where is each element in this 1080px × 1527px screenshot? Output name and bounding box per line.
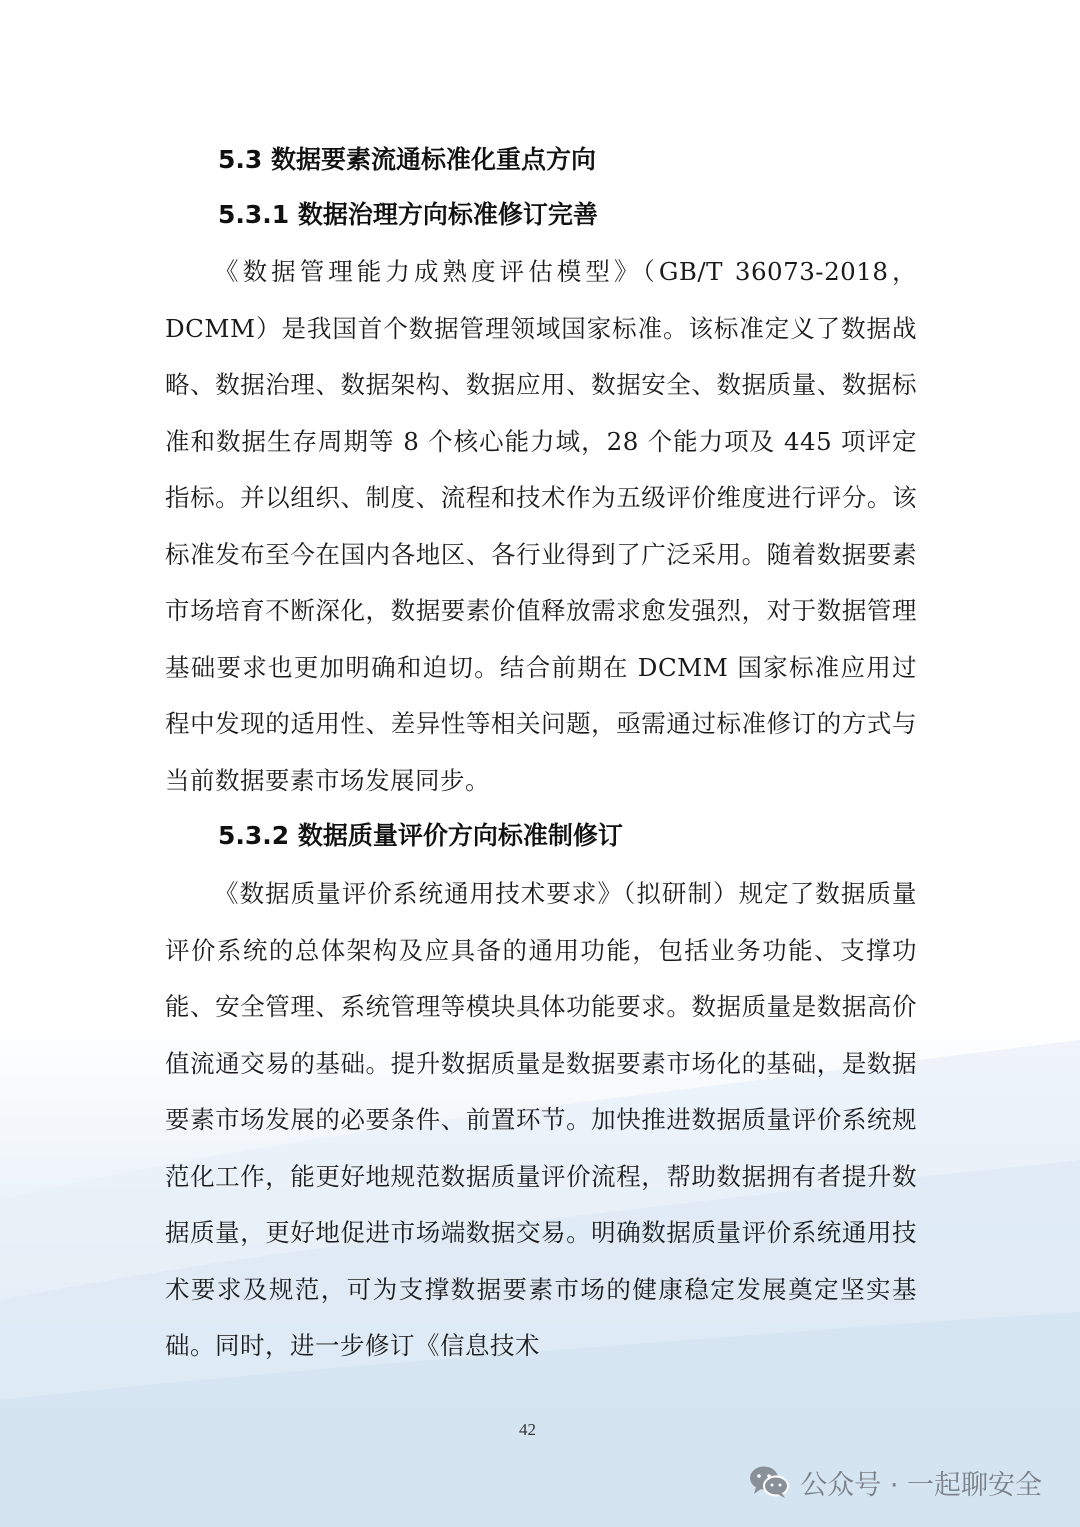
paragraph-data-quality: [165, 866, 917, 1375]
paragraph-text: 《数据管理能力成熟度评估模型》（GB/T 36073-2018，DCMM）是我国首个数据管理领域国家标准。该标准定义了数据战略、数据治理、数据架构、数据应用、数据安全、数据质量、数据标准和数据生存周期等 8 个核心能力域，28 个能力项及 445 项评定指标。并以组织、制度、流程和技术作为五级评价维度进行评分。该标准发布至今在国内各地区、各行业得到了广泛采用。随着数据要素市场培育不断深化，数据要素价值释放需求愈发强烈，对于数据管理基础要求也更加明确和迫切。结合前期在 DCMM 国家标准应用过程中发现的适用性、差异性等相关问题，亟需通过标准修订的方式与当前数据要素市场发展同步。: [165, 257, 917, 795]
paragraph-text: 《数据质量评价系统通用技术要求》（拟研制）规定了数据质量评价系统的总体架构及应具备的通用功能，包括业务功能、支撑功能、安全管理、系统管理等模块具体功能要求。数据质量是数据高价值流通交易的基础。提升数据质量是数据要素市场化的基础，是数据要素市场发展的必要条件、前置环节。加快推进数据质量评价系统规范化工作，能更好地规范数据质量评价流程，帮助数据拥有者提升数据质量，更好地促进市场端数据交易。明确数据质量评价系统通用技术要求及规范，可为支撑数据要素市场的健康稳定发展奠定坚实基础。同时，进一步修订《信息技术: [165, 879, 917, 1360]
wechat-watermark: [748, 1462, 1042, 1502]
wechat-icon: [748, 1464, 790, 1500]
watermark-text: 公众号 · 一起聊安全: [800, 1469, 1042, 1501]
page-number: 42: [519, 1420, 536, 1439]
subsection-heading-5-3-2: 5.3.2 数据质量评价方向标准制修订: [218, 821, 623, 850]
paragraph-data-governance: [165, 244, 917, 809]
section-heading: 5.3 数据要素流通标准化重点方向: [218, 145, 596, 174]
subsection-heading-5-3-1: 5.3.1 数据治理方向标准修订完善: [218, 200, 598, 229]
